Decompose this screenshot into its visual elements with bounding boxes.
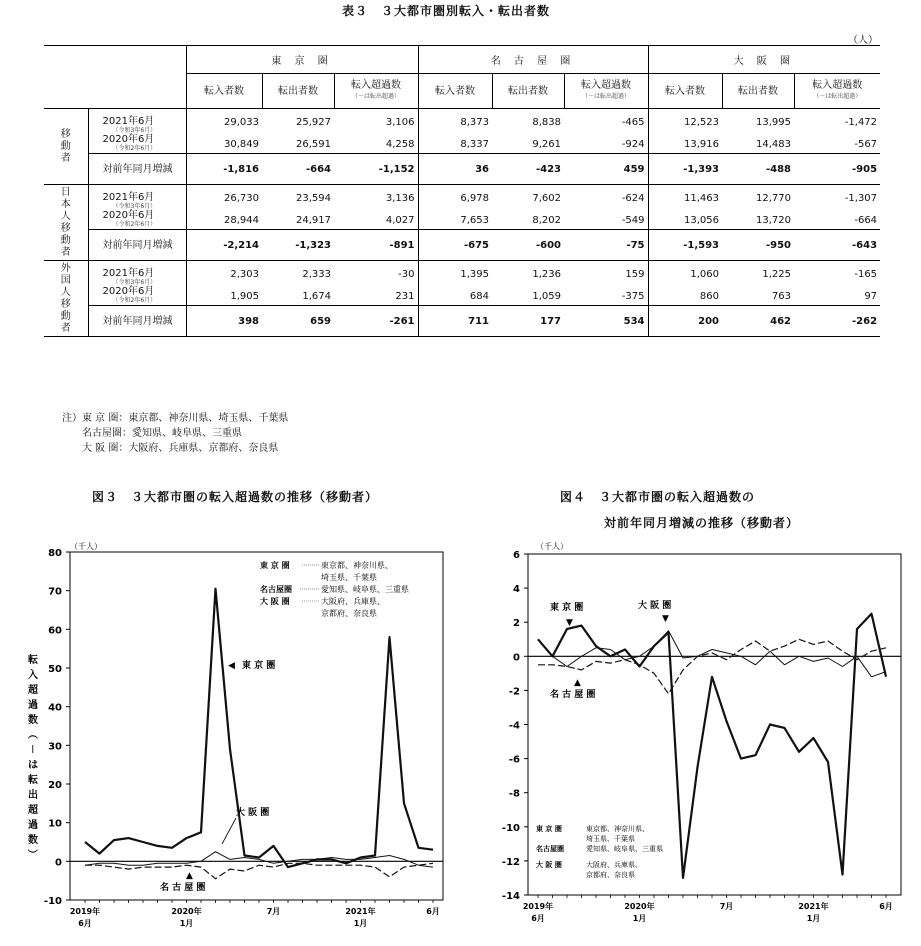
annotation-tokyo: 東 京 圏: [550, 603, 584, 613]
row-label-text: 対前年同月増減: [102, 163, 173, 175]
table-cell: 23,594: [296, 192, 331, 204]
table-cell: 13,995: [756, 116, 792, 128]
annotation-nagoya: 名 古 屋 圏: [160, 883, 206, 893]
table-cell: -375: [621, 290, 645, 302]
annotation-osaka: 大 阪 圏: [638, 601, 672, 611]
table-row: [44, 154, 880, 185]
row-label-text: 2021年6月: [102, 116, 155, 127]
legend-tokyo-desc: 東京都、神奈川県、: [586, 825, 649, 833]
chart4-svg: [470, 535, 921, 946]
chart3-ylabel-char: －: [26, 744, 37, 754]
table-cell: 9,261: [532, 138, 562, 150]
chart3-xtick-label: 2021年: [345, 907, 376, 916]
legend-tokyo-desc: 埼玉県、千葉県: [321, 573, 377, 582]
table-unit: （人）: [848, 35, 878, 46]
column-header: [794, 74, 880, 109]
table-cell: 459: [564, 154, 648, 185]
table-cell: -1,472: [844, 116, 878, 128]
note-line: 大 阪 圏：大阪府、兵庫県、京都府、奈良県: [62, 443, 279, 454]
table-cell: 6,978: [418, 185, 492, 212]
table-cell: 2,303: [186, 261, 262, 288]
table-cell: 25,927: [296, 116, 331, 128]
chart3-svg: [0, 535, 460, 946]
table-cell: -1,816: [186, 154, 262, 185]
row-label: [88, 306, 186, 337]
column-header: [722, 74, 794, 109]
chart3-ylabel-char: 入: [28, 670, 38, 681]
table-cell: 12,523: [648, 109, 722, 136]
table-cell: 26,591: [296, 138, 331, 150]
table-cell: 13,916: [648, 135, 722, 154]
chart3-xtick-label: 6月: [78, 919, 92, 928]
chart4-ytick-label: 0: [513, 652, 520, 664]
table-cell: 12,770: [756, 192, 792, 204]
chart4-subtitle: 対前年同月増減の推移（移動者）: [604, 516, 800, 530]
legend-tokyo-desc: 東京都、神奈川県、: [321, 561, 393, 570]
table-cell: 30,849: [186, 135, 262, 154]
column-header-label: 転出者数: [738, 85, 779, 97]
chart3-ylabel-char: 超: [28, 805, 38, 816]
legend-tokyo-label: 東 京 圏: [536, 825, 562, 833]
legend-tokyo-desc: 埼玉県、千葉県: [586, 835, 635, 843]
row-label-sub: （令和2年6月）: [112, 297, 157, 304]
table-cell: 4,027: [385, 214, 415, 226]
chart3-ylabel-char: 数: [28, 715, 38, 726]
column-header: [186, 74, 262, 109]
table-cell: 231: [395, 290, 415, 302]
table-cell: -664: [854, 214, 878, 226]
table-cell: 398: [186, 306, 262, 337]
column-header-label: 転出者数: [278, 85, 318, 97]
chart4-unit: （千人）: [536, 542, 568, 551]
chart4-xtick-label: 2020年: [624, 902, 655, 911]
table-cell: 7,602: [532, 192, 562, 204]
table-row: [44, 185, 880, 212]
chart3-ylabel-char: 過: [28, 820, 38, 831]
chart3-xtick-label: 1月: [353, 919, 368, 928]
chart3-ylabel-char: 超: [28, 685, 38, 696]
table-cell: -549: [621, 214, 645, 226]
annotation-tokyo-marker: ▼: [566, 618, 573, 628]
row-label-sub: （令和3年6月）: [112, 127, 157, 134]
row-label: [88, 185, 186, 212]
group-label: 移 動 者: [44, 109, 88, 185]
legend-tokyo-label: 東 京 圏: [260, 561, 290, 570]
table-cell: 8,337: [418, 135, 492, 154]
annotation-tokyo-marker: ◀: [228, 661, 235, 671]
table-cell: -423: [492, 154, 564, 185]
chart3-plot-frame: [70, 552, 443, 900]
chart3-ytick-label: 60: [48, 625, 62, 637]
chart3-ytick-label: -10: [43, 896, 62, 907]
column-header-label: 転入者数: [204, 85, 244, 97]
table-cell: -567: [854, 138, 878, 150]
column-header-label: 転出者数: [508, 85, 549, 97]
table-row: [44, 306, 880, 337]
table-cell: -664: [262, 154, 334, 185]
note-line: 注）東 京 圏：東京都、神奈川県、埼玉県、千葉県: [62, 413, 289, 424]
table-cell: -261: [334, 306, 418, 337]
table-cell: 1,395: [418, 261, 492, 288]
table-cell: 8,202: [532, 214, 562, 226]
table-cell: 462: [722, 306, 794, 337]
table-cell: 8,838: [532, 116, 562, 128]
chart4-ytick-label: 2: [513, 618, 520, 630]
column-header: [492, 74, 564, 109]
chart4-ytick-label: -4: [508, 720, 520, 732]
annotation-osaka-marker: ▼: [662, 614, 669, 624]
table-cell: 1,674: [302, 290, 331, 302]
table-cell: -600: [492, 230, 564, 261]
row-label: [88, 109, 186, 136]
table-row: [44, 261, 880, 288]
table-cell: 97: [864, 290, 878, 302]
chart3-ylabel-char: （: [26, 729, 37, 739]
row-label: [88, 211, 186, 230]
chart3-ytick-label: 10: [48, 818, 62, 830]
chart4-xtick-label: 1月: [806, 914, 821, 923]
column-header: [334, 74, 418, 109]
table-cell: -891: [334, 230, 418, 261]
chart4-xtick-label: 1月: [632, 914, 647, 923]
table-cell: 24,917: [296, 214, 331, 226]
column-header-label: 転入者数: [435, 85, 476, 97]
chart4-legend: [536, 824, 663, 879]
chart4-xtick-label: 6月: [531, 914, 545, 923]
table-cell: -1,152: [334, 154, 418, 185]
chart4-xtick-label: 7月: [719, 902, 734, 911]
table-cell: 26,730: [186, 185, 262, 212]
annotation-osaka-leader: [222, 818, 236, 844]
chart3-xtick-label: 2019年: [69, 907, 101, 916]
note-line: 名古屋圏：愛知県、岐阜県、三重県: [62, 428, 242, 439]
table-cell: 2,333: [302, 268, 331, 280]
column-header: [418, 74, 492, 109]
chart4-ytick-label: -10: [501, 822, 520, 834]
table-cell: -30: [398, 268, 415, 280]
legend-osaka-desc: 京都府、奈良県: [586, 871, 635, 879]
annotation-nagoya-marker: ▲: [574, 678, 581, 688]
column-header-label: 転入超過数: [581, 80, 632, 91]
table-cell: -75: [564, 230, 648, 261]
chart3-ylabel-char: 数: [28, 835, 38, 846]
table-cell: 29,033: [186, 109, 262, 136]
column-header: [262, 74, 334, 109]
chart3-xtick-label: 7月: [266, 907, 281, 916]
group-label: 外 国 人 移 動 者: [44, 261, 88, 337]
chart4-ytick-label: -14: [501, 891, 520, 902]
table-cell: 3,106: [385, 116, 415, 128]
legend-nagoya-label: 名古屋圏: [536, 845, 564, 853]
annotation-nagoya: 名 古 屋 圏: [550, 690, 596, 700]
table-notes: [62, 411, 288, 456]
annotation-nagoya-marker: ▲: [186, 871, 193, 881]
table-cell: 1,236: [532, 268, 562, 280]
table-row: [44, 135, 880, 154]
table-row: [44, 109, 880, 136]
row-label: [88, 135, 186, 154]
table-cell: 13,720: [756, 214, 792, 226]
legend-osaka-desc: 大阪府、兵庫県、: [586, 861, 642, 869]
row-label: [88, 287, 186, 306]
region-tokyo-header: 東 京 圏: [186, 46, 418, 74]
table-cell: 1,060: [648, 261, 722, 288]
column-header: [648, 74, 722, 109]
chart3-ytick-label: 20: [48, 780, 62, 791]
table-cell: -1,307: [844, 192, 878, 204]
chart3-ylabel-char: ）: [26, 849, 37, 859]
column-header-label: 転入超過数: [812, 80, 863, 91]
table-cell: -165: [854, 268, 878, 280]
table-cell: 28,944: [186, 211, 262, 230]
table-cell: -1,323: [262, 230, 334, 261]
table-cell: -643: [794, 230, 880, 261]
chart3-ytick-label: 30: [48, 741, 62, 753]
chart3-series-tokyo: [85, 589, 433, 867]
table-cell: -1,593: [648, 230, 722, 261]
chart3-unit: （千人）: [70, 542, 102, 551]
legend-nagoya-desc: 愛知県、岐阜県、三重県: [586, 845, 663, 853]
chart4-ytick-label: -12: [501, 856, 520, 868]
legend-osaka-label: 大 阪 圏: [536, 861, 562, 869]
chart4-series-nagoya: [538, 639, 886, 694]
region-nagoya-header: 名 古 屋 圏: [418, 46, 648, 74]
table-cell: 11,463: [648, 185, 722, 212]
column-header-label: 転入超過数: [351, 80, 401, 91]
region-osaka-header: 大 阪 圏: [648, 46, 880, 74]
row-label: [88, 261, 186, 288]
table-cell: -950: [722, 230, 794, 261]
table-body: [44, 109, 880, 337]
table-cell: 1,059: [532, 290, 562, 302]
chart4-ytick-label: -8: [508, 788, 520, 800]
table-row: [44, 287, 880, 306]
chart3-ytick-label: 40: [48, 702, 62, 714]
legend-nagoya-desc: 愛知県、岐阜県、三重県: [321, 585, 409, 594]
row-label: [88, 230, 186, 261]
chart4-ytick-label: 4: [513, 584, 520, 596]
chart3-ylabel-char: 転: [28, 655, 38, 666]
table-cell: -488: [722, 154, 794, 185]
chart3-ylabel-char: は: [28, 760, 38, 771]
chart4-ytick-label: -2: [508, 686, 520, 698]
chart4-ytick-label: 6: [513, 550, 520, 561]
chart3-ylabel-char: 出: [28, 790, 38, 801]
table-cell: 659: [262, 306, 334, 337]
row-label-text: 対前年同月増減: [102, 239, 173, 251]
annotation-osaka: 大 阪 圏: [236, 808, 270, 818]
table-cell: 3,136: [385, 192, 415, 204]
table-cell: -262: [794, 306, 880, 337]
row-label-sub: （令和3年6月）: [112, 203, 157, 210]
chart4-ytick-label: -6: [508, 754, 520, 766]
table-cell: -465: [621, 116, 645, 128]
chart3-ylabel: [26, 653, 39, 859]
table-cell: 1,905: [186, 287, 262, 306]
table-cell: 177: [492, 306, 564, 337]
table-cell: 684: [418, 287, 492, 306]
table-cell: -624: [621, 192, 645, 204]
table-cell: -924: [621, 138, 645, 150]
table-cell: 159: [625, 268, 645, 280]
chart3-ylabel-char: 転: [28, 775, 38, 786]
chart4-xtick-label: 6月: [879, 902, 893, 911]
table-cell: 860: [648, 287, 722, 306]
chart3-xtick-label: 6月: [426, 907, 440, 916]
row-label: [88, 154, 186, 185]
chart3-ytick-label: 70: [48, 586, 62, 598]
row-label-text: 2020年6月: [102, 210, 155, 221]
chart3-title: 図３ ３大都市圏の転入超過数の推移（移動者）: [92, 490, 379, 504]
table-cell: 36: [418, 154, 492, 185]
row-label-text: 対前年同月増減: [102, 315, 173, 327]
table-cell: 534: [564, 306, 648, 337]
column-header-label: 転入者数: [665, 85, 706, 97]
table-row: [44, 230, 880, 261]
chart3-ylabel-char: 過: [28, 700, 38, 711]
table-cell: -675: [418, 230, 492, 261]
table-row: [44, 211, 880, 230]
table-cell: 711: [418, 306, 492, 337]
legend-osaka-desc: 京都府、奈良県: [321, 609, 377, 618]
table-title: 表３ ３大都市圏別転入・転出者数: [342, 4, 551, 18]
group-label: 日 本 人 移 動 者: [44, 185, 88, 261]
table-cell: 4,258: [385, 138, 415, 150]
table-cell: 200: [648, 306, 722, 337]
column-header-note: （－は転出超過）: [813, 93, 862, 100]
legend-nagoya-label: 名古屋圏: [260, 585, 292, 594]
row-label-text: 2020年6月: [102, 286, 155, 297]
table-cell: -2,214: [186, 230, 262, 261]
row-label-sub: （令和3年6月）: [112, 279, 157, 286]
table-cell: 8,373: [418, 109, 492, 136]
legend-osaka-label: 大 阪 圏: [260, 597, 290, 606]
table-cell: 7,653: [418, 211, 492, 230]
column-header-note: （－は転出超過）: [582, 93, 631, 100]
table-cell: 14,483: [756, 138, 792, 150]
row-label-text: 2021年6月: [102, 192, 155, 203]
row-label-text: 2021年6月: [102, 268, 155, 279]
row-label-sub: （令和2年6月）: [112, 145, 157, 152]
chart3-legend: [260, 560, 409, 618]
table-cell: 1,225: [762, 268, 792, 280]
legend-osaka-desc: 大阪府、兵庫県、: [321, 597, 385, 606]
chart4-xtick-label: 2019年: [522, 902, 554, 911]
chart4-xtick-label: 2021年: [798, 902, 829, 911]
chart3-ytick-label: 0: [55, 857, 62, 869]
row-label-text: 2020年6月: [102, 134, 155, 145]
chart3-xtick-label: 1月: [179, 919, 194, 928]
table-cell: -1,393: [648, 154, 722, 185]
chart4-title: 図４ ３大都市圏の転入超過数の: [560, 490, 756, 504]
column-header: [564, 74, 648, 109]
row-label-sub: （令和2年6月）: [112, 221, 157, 228]
table-cell: -905: [794, 154, 880, 185]
column-header-note: （－は転出超過）: [352, 93, 401, 100]
annotation-tokyo: 東 京 圏: [242, 661, 276, 671]
table-cell: 13,056: [648, 211, 722, 230]
chart3-ytick-label: 50: [48, 664, 62, 675]
table-cell: 763: [771, 290, 792, 302]
chart3-xtick-label: 2020年: [171, 907, 202, 916]
stats-table: [44, 45, 880, 337]
chart3-ytick-label: 80: [48, 548, 62, 559]
